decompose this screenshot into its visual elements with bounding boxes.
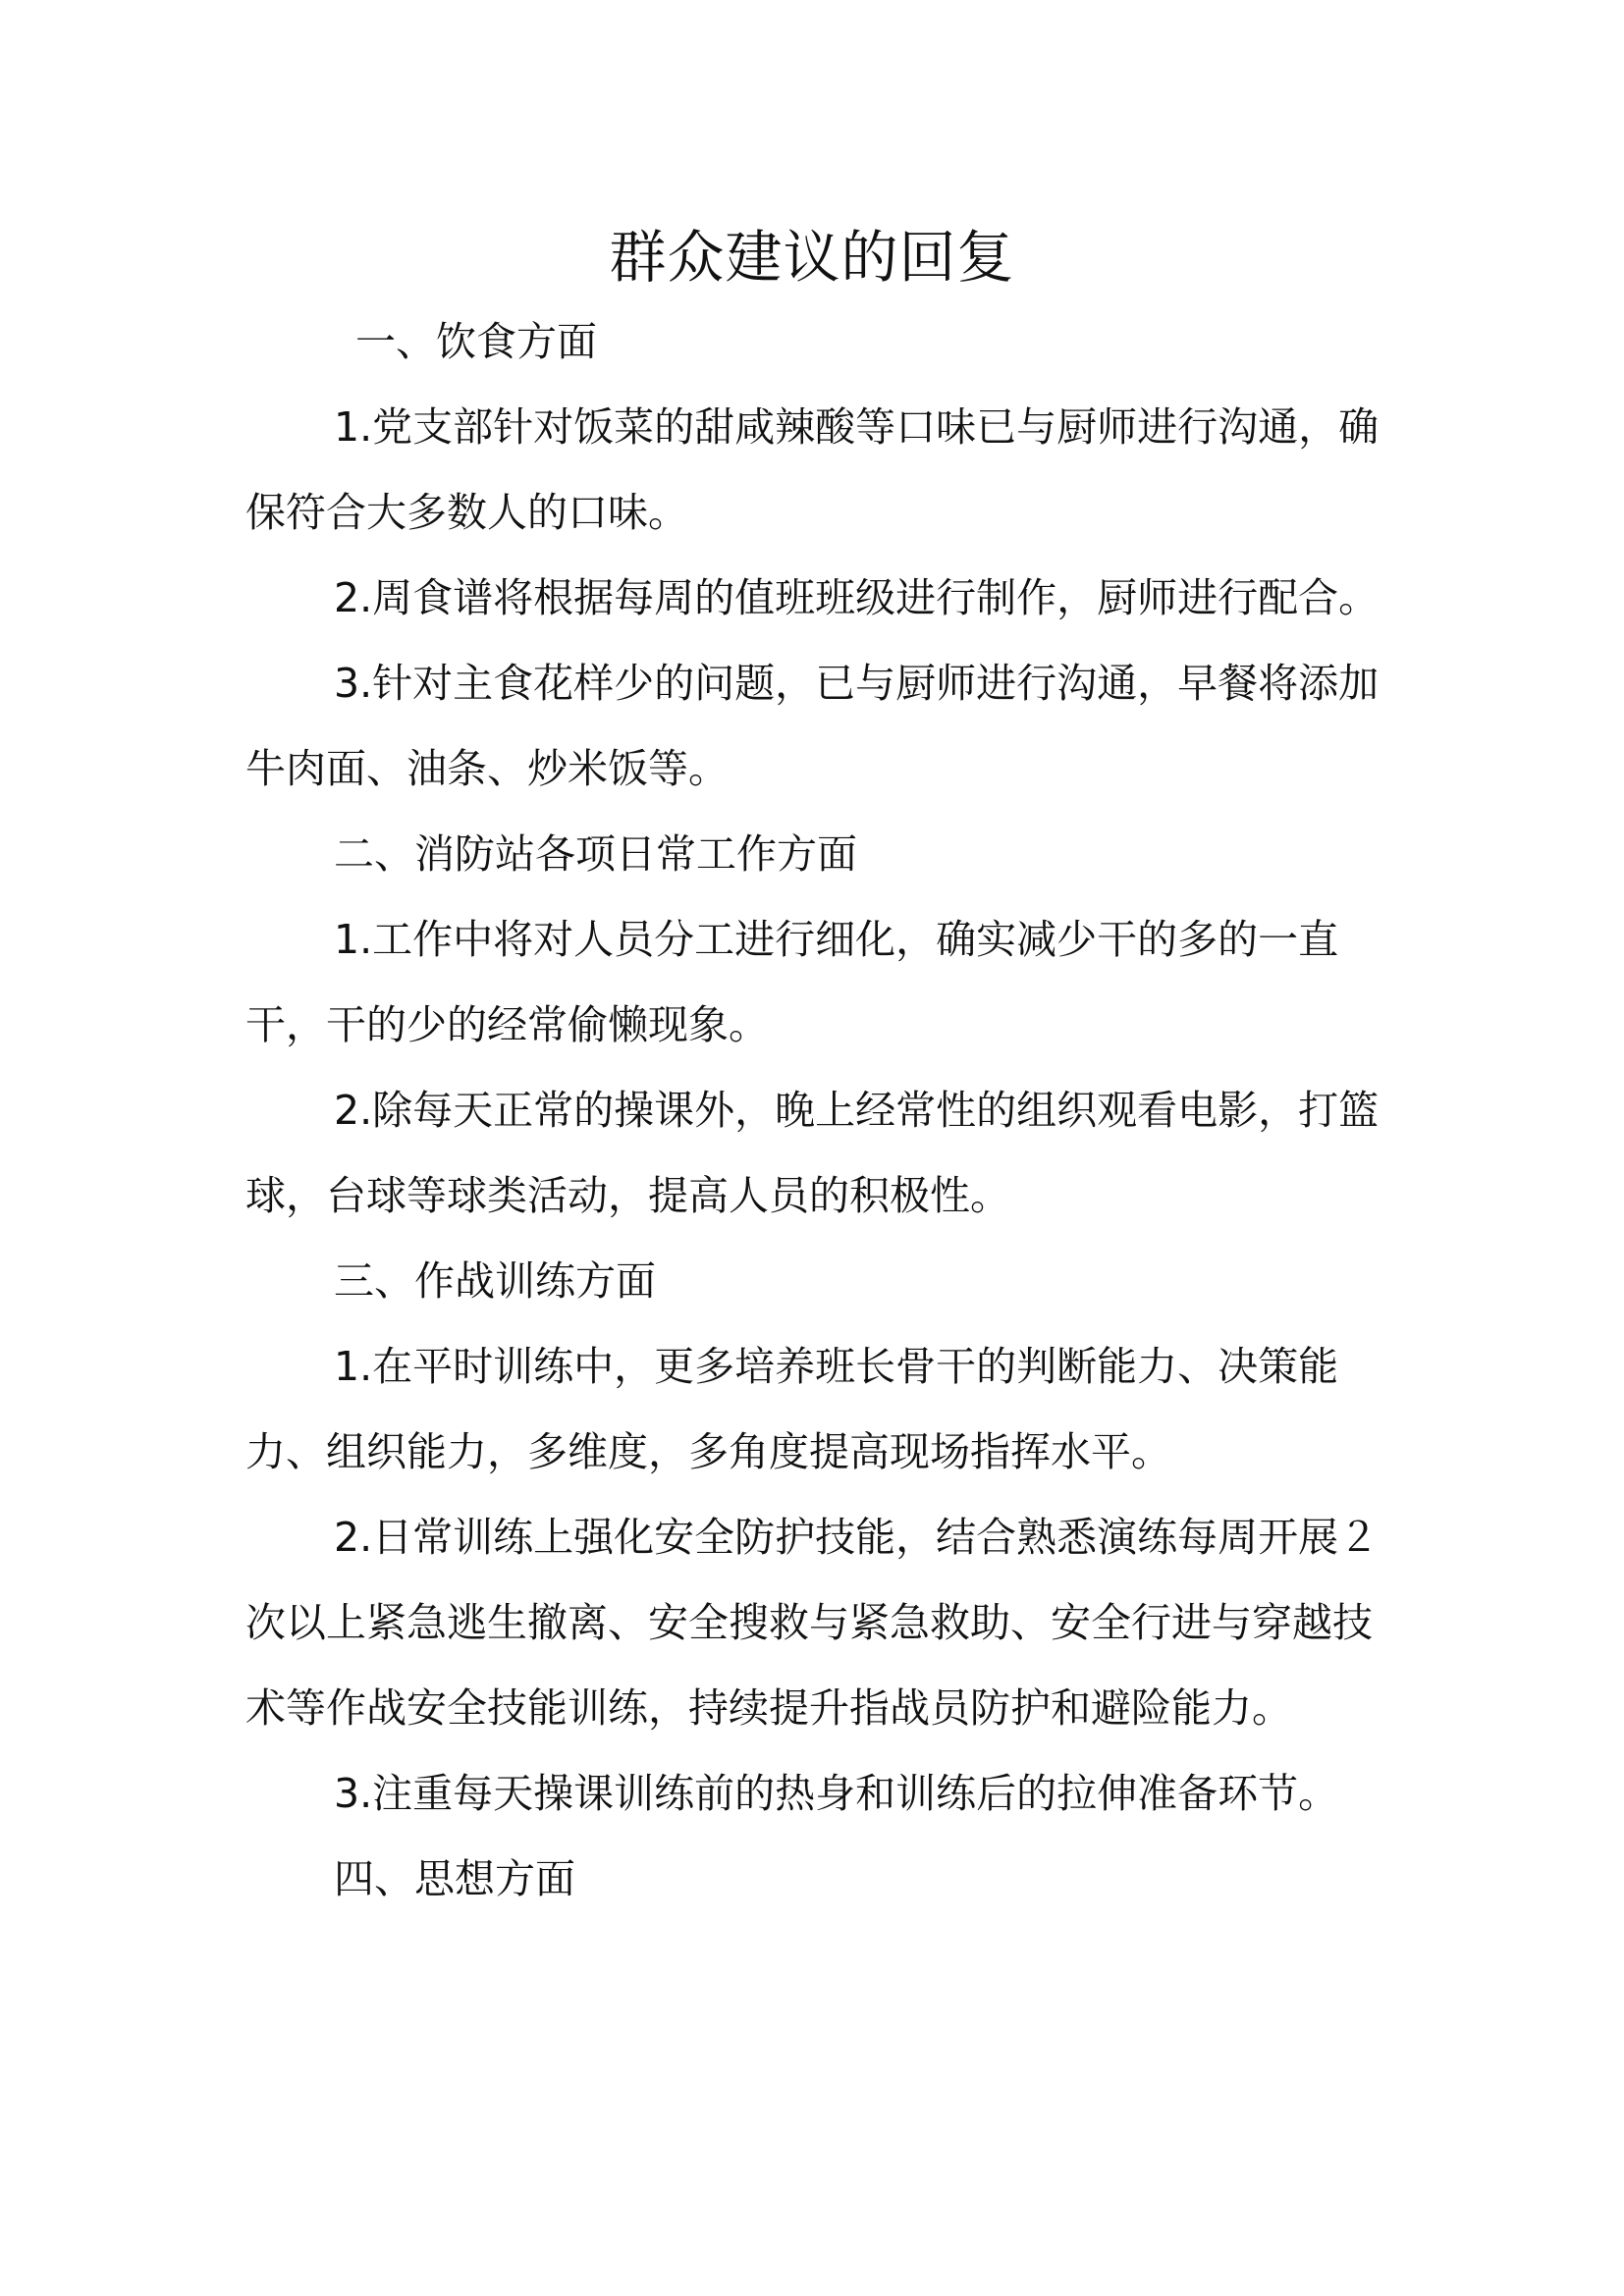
paragraph-training-2: 2.日常训练上强化安全防护技能，结合熟悉演练每周开展２次以上紧急逃生撤离、安全搜救与紧急救助、安全行进与穿越技术等作战安全技能训练，持续提升指战员防护和避险能力。 (245, 1514, 1380, 1732)
section-heading-daily-work: 二、消防站各项日常工作方面 (334, 830, 857, 878)
paragraph-training-1: 1.在平时训练中，更多培养班长骨干的判断能力、决策能力、组织能力，多维度，多角度提高现场指挥水平。 (245, 1343, 1339, 1475)
paragraph-daily-work-2: 2.除每天正常的操课外，晚上经常性的组织观看电影，打篮球，台球等球类活动，提高人员的积极性。 (245, 1087, 1380, 1219)
paragraph-diet-2: 2.周食谱将根据每周的值班班级进行制作，厨师进行配合。 (334, 574, 1380, 621)
section-heading-diet: 一、饮食方面 (355, 318, 597, 365)
document-body (245, 299, 1394, 1922)
section-heading-training: 三、作战训练方面 (334, 1257, 656, 1305)
paragraph-training-3: 3.注重每天操课训练前的热身和训练后的拉伸准备环节。 (334, 1770, 1339, 1817)
paragraph-daily-work-1: 1.工作中将对人员分工进行细化，确实减少干的多的一直干，干的少的经常偷懒现象。 (245, 916, 1339, 1048)
paragraph-diet-1: 1.党支部针对饭菜的甜咸辣酸等口味已与厨师进行沟通，确保符合大多数人的口味。 (245, 403, 1380, 536)
document-title: 群众建议的回复 (609, 224, 1015, 291)
section-heading-thought: 四、思想方面 (334, 1855, 575, 1902)
paragraph-diet-3: 3.针对主食花样少的问题，已与厨师进行沟通，早餐将添加牛肉面、油条、炒米饭等。 (245, 660, 1380, 792)
